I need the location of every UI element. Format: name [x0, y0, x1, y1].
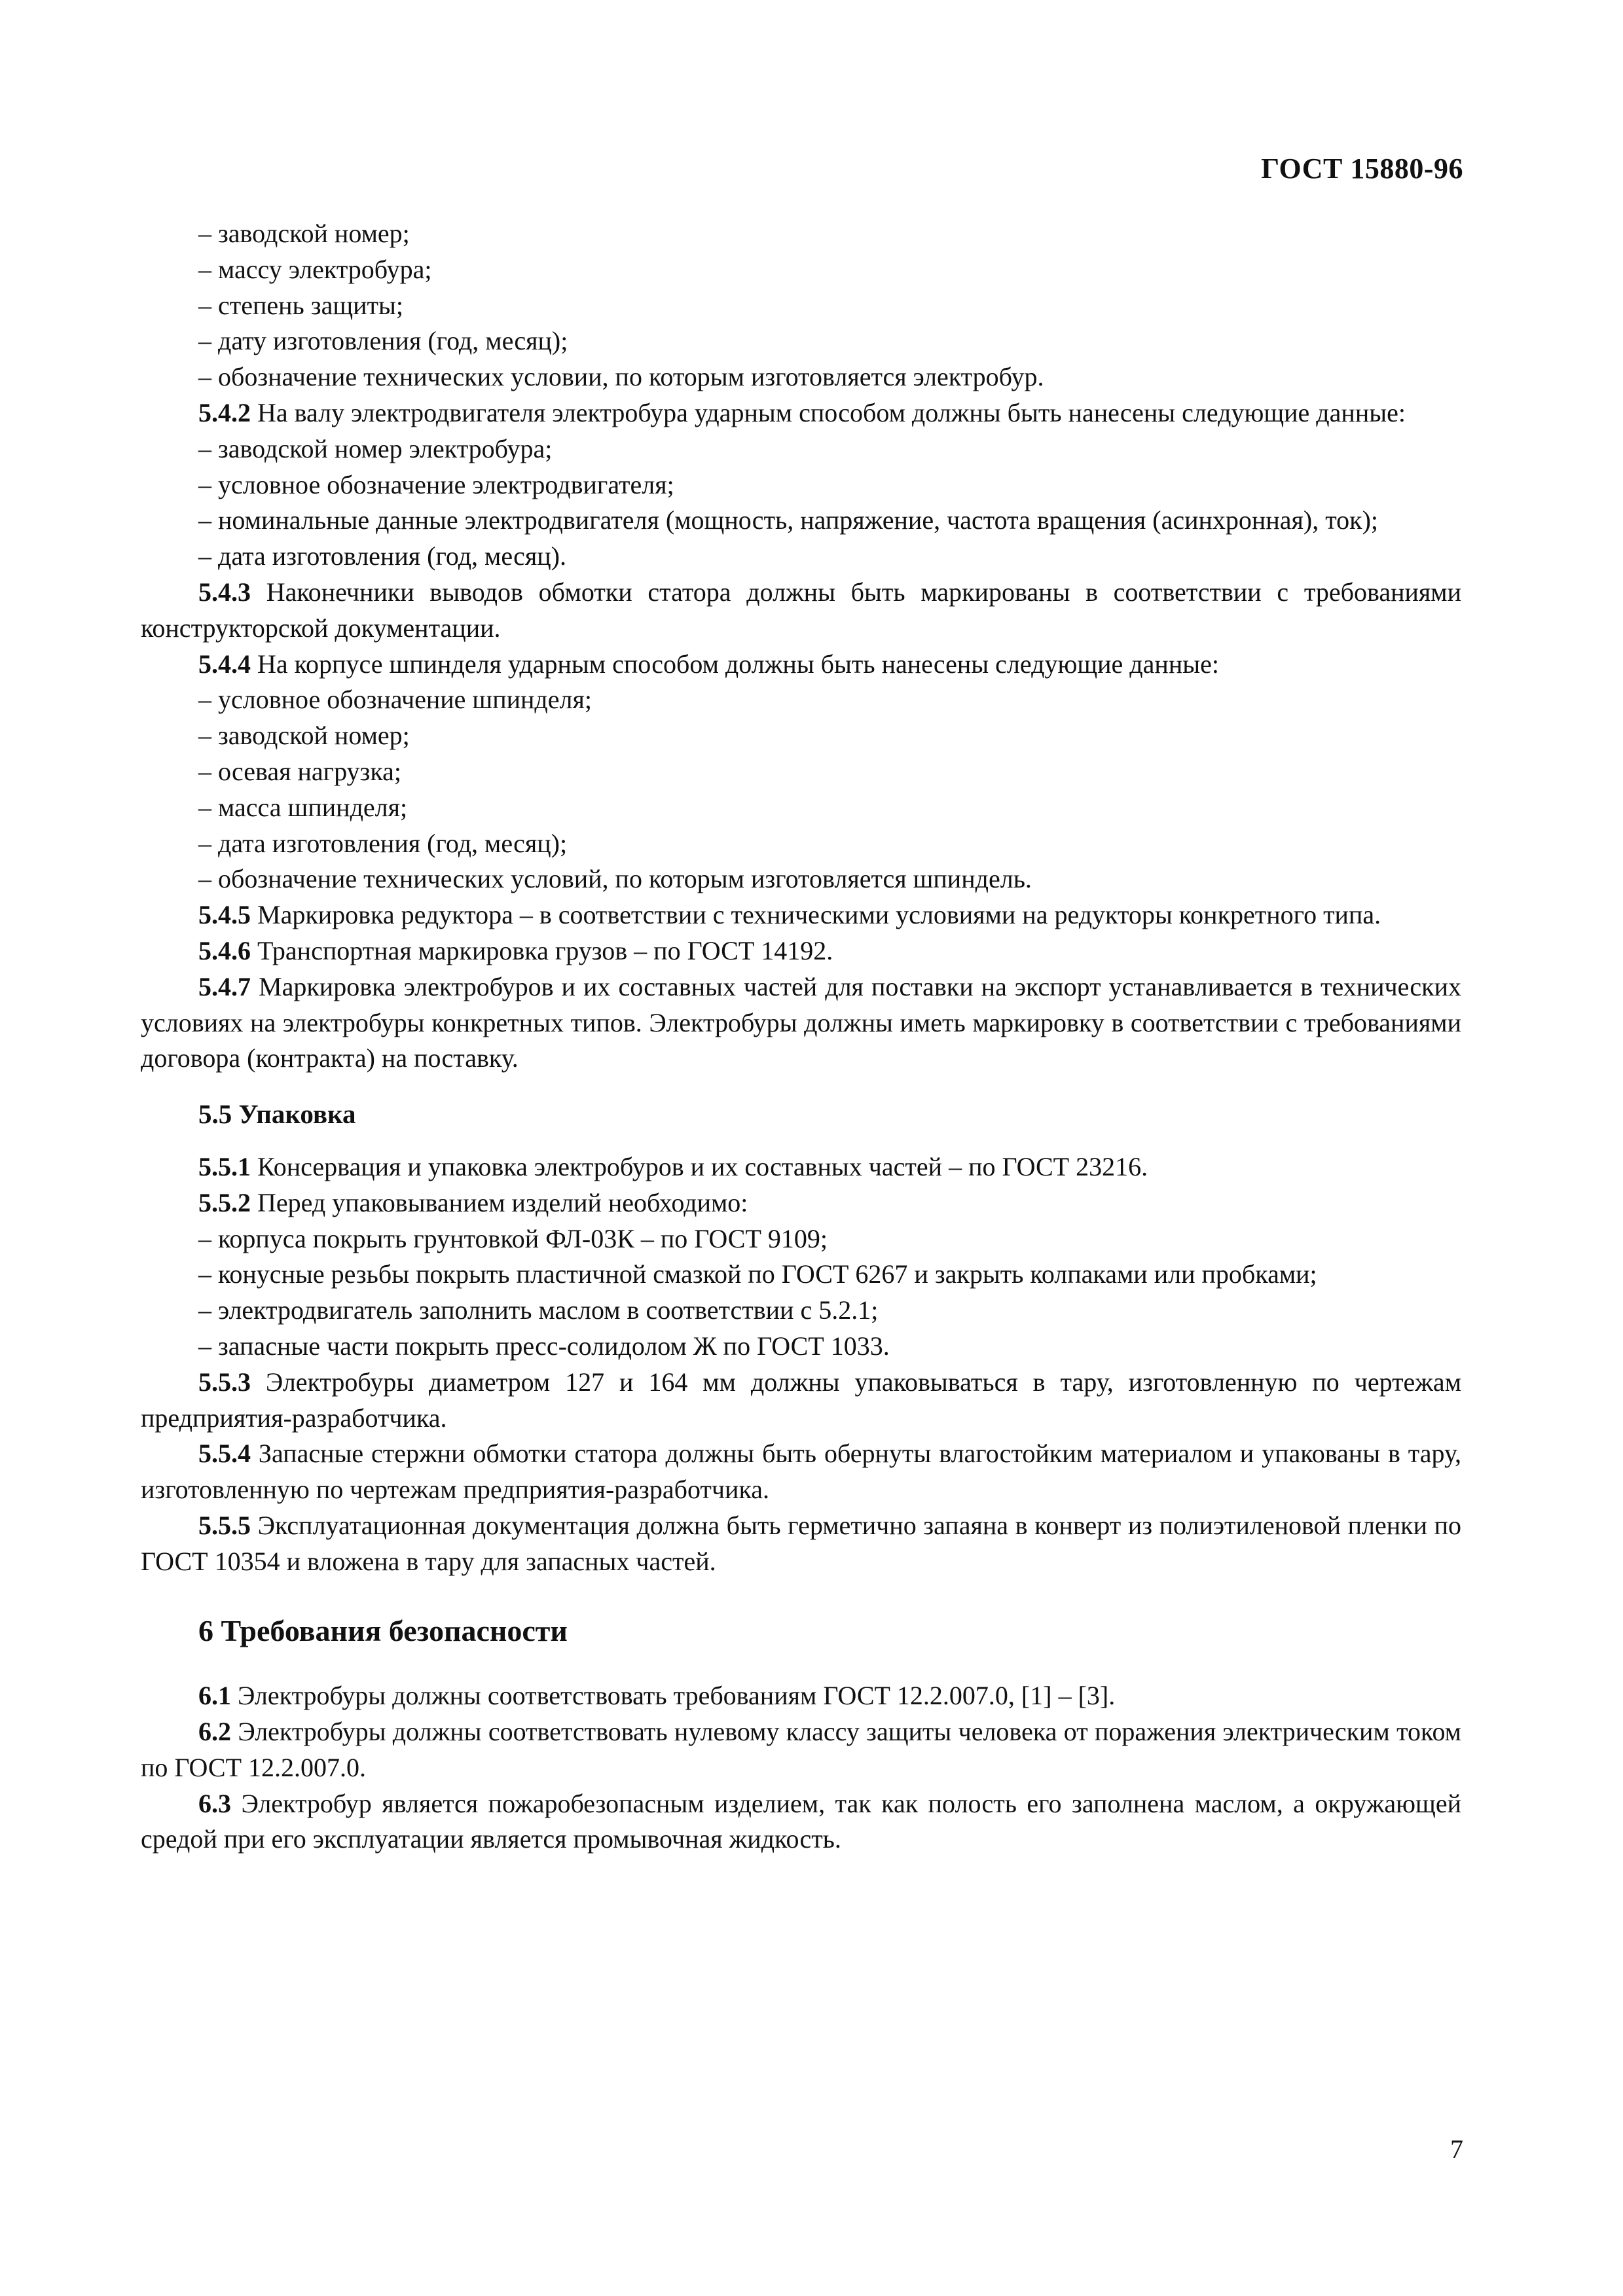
clause-5-4-7 — [141, 969, 1461, 1077]
clause-text: Перед упаковыванием изделий необходимо: — [251, 1187, 748, 1217]
clause-text: Транспортная маркировка грузов – по ГОСТ 14192. — [251, 935, 833, 965]
list-item: – корпуса покрыть грунтовкой ФЛ-03К – по ГОСТ 9109; — [198, 1223, 828, 1253]
clause-5-4-2 — [141, 395, 1461, 431]
list-item: – степень защиты; — [198, 290, 404, 320]
clause-6-1 — [141, 1678, 1461, 1714]
clause-text: Запасные стержни обмотки статора должны быть обернуты влагостойким материалом и упакованы в тару, изготовленную по чертежам предприятия-разработчика. — [141, 1439, 1461, 1505]
list-item: – дату изготовления (год, месяц); — [198, 326, 568, 356]
list-item: – дата изготовления (год, месяц); — [198, 828, 568, 858]
list-item: – обозначение технических условии, по которым изготовляется электробур. — [198, 362, 1044, 392]
clause-number: 5.5.5 — [198, 1510, 251, 1540]
clause-number: 6.2 — [198, 1717, 231, 1747]
clause-text: Наконечники выводов обмотки статора должны быть маркированы в соответствии с требованиями конструкторской документации. — [141, 577, 1461, 643]
standard-code-header: ГОСТ 15880-96 — [1261, 152, 1463, 185]
clause-6-3 — [141, 1786, 1461, 1858]
clause-number: 5.4.3 — [198, 577, 251, 607]
list-item: – заводской номер; — [198, 721, 410, 751]
clause-5-4-5 — [141, 897, 1461, 933]
clause-5-5-5 — [141, 1508, 1461, 1580]
clause-number: 6.3 — [198, 1788, 231, 1818]
clause-text: Электробуры должны соответствовать требованиям ГОСТ 12.2.007.0, [1] – [3]. — [231, 1681, 1116, 1711]
clause-number: 5.4.4 — [198, 649, 251, 679]
clause-text: На корпусе шпинделя ударным способом должны быть нанесены следующие данные: — [251, 649, 1219, 679]
clause-text: Маркировка электробуров и их составных частей для поставки на экспорт устанавливается в технических условиях на электробуры конкретных типов. Электробуры должны иметь маркировку в соответствии с требованиями договора (контракта) на поставку. — [141, 971, 1461, 1073]
clause-number: 5.4.2 — [198, 397, 251, 427]
list-item: – заводской номер электробура; — [198, 433, 553, 463]
clause-5-4-4 — [141, 647, 1461, 683]
list-item: – масса шпинделя; — [198, 792, 408, 822]
clause-text: Электробуры должны соответствовать нулевому классу защиты человека от поражения электрическим током по ГОСТ 12.2.007.0. — [141, 1717, 1461, 1782]
clause-6-2 — [141, 1714, 1461, 1786]
clause-number: 5.5.3 — [198, 1367, 251, 1397]
list-item: – конусные резьбы покрыть пластичной смазкой по ГОСТ 6267 и закрыть колпаками или пробками; — [198, 1259, 1317, 1289]
chapter-heading-6: 6 Требования безопасности — [198, 1614, 568, 1648]
list-item: – обозначение технических условий, по которым изготовляется шпиндель. — [198, 864, 1032, 894]
clause-5-5-4 — [141, 1436, 1461, 1508]
list-item: – условное обозначение электродвигателя; — [198, 469, 674, 499]
clause-number: 5.4.5 — [198, 900, 251, 930]
clause-text: Маркировка редуктора – в соответствии с техническими условиями на редукторы конкретного типа. — [251, 900, 1381, 930]
clause-number: 6.1 — [198, 1681, 231, 1711]
clause-number: 5.5.1 — [198, 1151, 251, 1181]
clause-text: На валу электродвигателя электробура ударным способом должны быть нанесены следующие данные: — [251, 397, 1406, 427]
list-item: – дата изготовления (год, месяц). — [198, 541, 566, 571]
list-item: – условное обозначение шпинделя; — [198, 685, 592, 715]
list-item: – запасные части покрыть пресс-солидолом Ж по ГОСТ 1033. — [198, 1331, 890, 1361]
clause-text: Электробуры диаметром 127 и 164 мм должны упаковываться в тару, изготовленную по чертежам предприятия-разработчика. — [141, 1367, 1461, 1433]
clause-number: 5.4.7 — [198, 971, 251, 1001]
page-number: 7 — [1450, 2134, 1463, 2164]
clause-5-5-3 — [141, 1365, 1461, 1437]
clause-number: 5.5.2 — [198, 1187, 251, 1217]
clause-number: 5.5.4 — [198, 1439, 251, 1469]
clause-number: 5.4.6 — [198, 935, 251, 965]
list-item: – заводской номер; — [198, 219, 410, 248]
list-item: – номинальные данные электродвигателя (мощность, напряжение, частота вращения (асинхронная), ток); — [198, 505, 1379, 535]
list-item: – массу электробура; — [198, 254, 432, 284]
list-item: – осевая нагрузка; — [198, 756, 402, 786]
clause-5-4-6 — [141, 933, 1461, 969]
clause-5-4-3 — [141, 575, 1461, 647]
document-body — [141, 216, 1461, 1857]
clause-text: Электробур является пожаробезопасным изделием, так как полость его заполнена маслом, а окружающей средой при его эксплуатации является промывочная жидкость. — [141, 1788, 1461, 1854]
section-heading-5-5: 5.5 Упаковка — [198, 1099, 356, 1130]
clause-5-5-1 — [141, 1149, 1461, 1185]
clause-text: Консервация и упаковка электробуров и их составных частей – по ГОСТ 23216. — [251, 1151, 1148, 1181]
clause-text: Эксплуатационная документация должна быть герметично запаяна в конверт из полиэтиленовой пленки по ГОСТ 10354 и вложена в тару для запасных частей. — [141, 1510, 1461, 1576]
list-item: – электродвигатель заполнить маслом в соответствии с 5.2.1; — [198, 1295, 879, 1325]
clause-5-5-2 — [141, 1185, 1461, 1221]
